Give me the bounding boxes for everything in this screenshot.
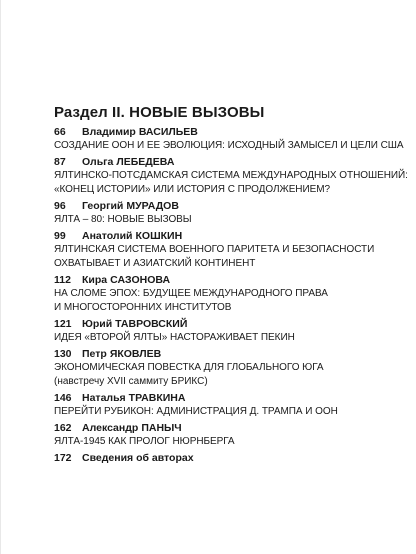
toc-entry[interactable] (54, 199, 394, 227)
article-title-line: ЭКОНОМИЧЕСКАЯ ПОВЕСТКА ДЛЯ ГЛОБАЛЬНОГО ЮГА (54, 362, 324, 373)
article-title-line: ИДЕЯ «ВТОРОЙ ЯЛТЫ» НАСТОРАЖИВАЕТ ПЕКИН (54, 332, 295, 343)
article-title-line: ЯЛТА-1945 КАК ПРОЛОГ НЮРНБЕРГА (54, 436, 235, 447)
article-title-line: ОХВАТЫВАЕТ И АЗИАТСКИЙ КОНТИНЕНТ (54, 258, 256, 269)
toc-entry[interactable] (54, 347, 394, 389)
author-first-name: Петр (82, 348, 107, 360)
author-first-name: Александр (82, 422, 139, 434)
page-number: 130 (54, 348, 72, 360)
author-last-name: КОШКИН (135, 230, 183, 242)
author-first-name: Анатолий (82, 230, 133, 242)
author-last-name: ПАНЫЧ (141, 422, 182, 434)
author-last-name: САЗОНОВА (110, 274, 171, 286)
page-number: 99 (54, 230, 66, 242)
article-title-line: СОЗДАНИЕ ООН И ЕЕ ЭВОЛЮЦИЯ: ИСХОДНЫЙ ЗАМЫСЕЛ И ЦЕЛИ США (54, 140, 404, 151)
author-last-name: МУРАДОВ (126, 200, 179, 212)
author-first-name: Юрий (82, 318, 113, 330)
page-number: 146 (54, 392, 72, 404)
page-number: 112 (54, 274, 71, 286)
author-first-name: Кира (82, 274, 108, 286)
toc-entry[interactable] (54, 155, 408, 197)
toc-entry[interactable] (54, 229, 394, 271)
page-number: 87 (54, 156, 66, 168)
author-last-name: ЛЕБЕДЕВА (116, 156, 175, 168)
toc-entry[interactable] (54, 391, 394, 419)
author-last-name: ВАСИЛЬЕВ (138, 126, 198, 138)
article-note: (навстречу XVII саммиту БРИКС) (54, 376, 208, 387)
toc-entry[interactable] (54, 125, 404, 153)
author-first-name: Наталья (82, 392, 126, 404)
toc-entry[interactable] (54, 421, 394, 449)
table-of-contents (54, 125, 408, 467)
page-number: 121 (54, 318, 72, 330)
article-title-line: ЯЛТИНСКО-ПОТСДАМСКАЯ СИСТЕМА МЕЖДУНАРОДНЫХ ОТНОШЕНИЙ: (54, 170, 408, 181)
section-prefix: Раздел II. (54, 104, 125, 121)
toc-entry[interactable] (54, 273, 394, 315)
article-title-line: НА СЛОМЕ ЭПОХ: БУДУЩЕЕ МЕЖДУНАРОДНОГО ПРАВА (54, 288, 328, 299)
article-title-line: ПЕРЕЙТИ РУБИКОН: АДМИНИСТРАЦИЯ Д. ТРАМПА И ООН (54, 406, 338, 417)
authors-info-label: Сведения об авторах (82, 452, 194, 464)
toc-entry[interactable] (54, 317, 394, 345)
article-title-line: «КОНЕЦ ИСТОРИИ» ИЛИ ИСТОРИЯ С ПРОДОЛЖЕНИЕМ? (54, 184, 331, 195)
toc-entry-authors[interactable] (54, 451, 394, 465)
author-last-name: ЯКОВЛЕВ (109, 348, 162, 360)
author-first-name: Ольга (82, 156, 114, 168)
page-number: 172 (54, 452, 72, 464)
article-title-line: И МНОГОСТОРОННИХ ИНСТИТУТОВ (54, 302, 232, 313)
article-title-line: ЯЛТА – 80: НОВЫЕ ВЫЗОВЫ (54, 214, 192, 225)
page-number: 162 (54, 422, 72, 434)
author-first-name: Владимир (82, 126, 136, 138)
section-title (54, 104, 264, 121)
section-name: НОВЫЕ ВЫЗОВЫ (129, 104, 265, 121)
page-number: 66 (54, 126, 66, 138)
article-title-line: ЯЛТИНСКАЯ СИСТЕМА ВОЕННОГО ПАРИТЕТА И БЕЗОПАСНОСТИ (54, 244, 375, 255)
author-last-name: ТАВРОВСКИЙ (115, 318, 188, 330)
page-number: 96 (54, 200, 66, 212)
author-last-name: ТРАВКИНА (128, 392, 186, 404)
author-first-name: Георгий (82, 200, 124, 212)
